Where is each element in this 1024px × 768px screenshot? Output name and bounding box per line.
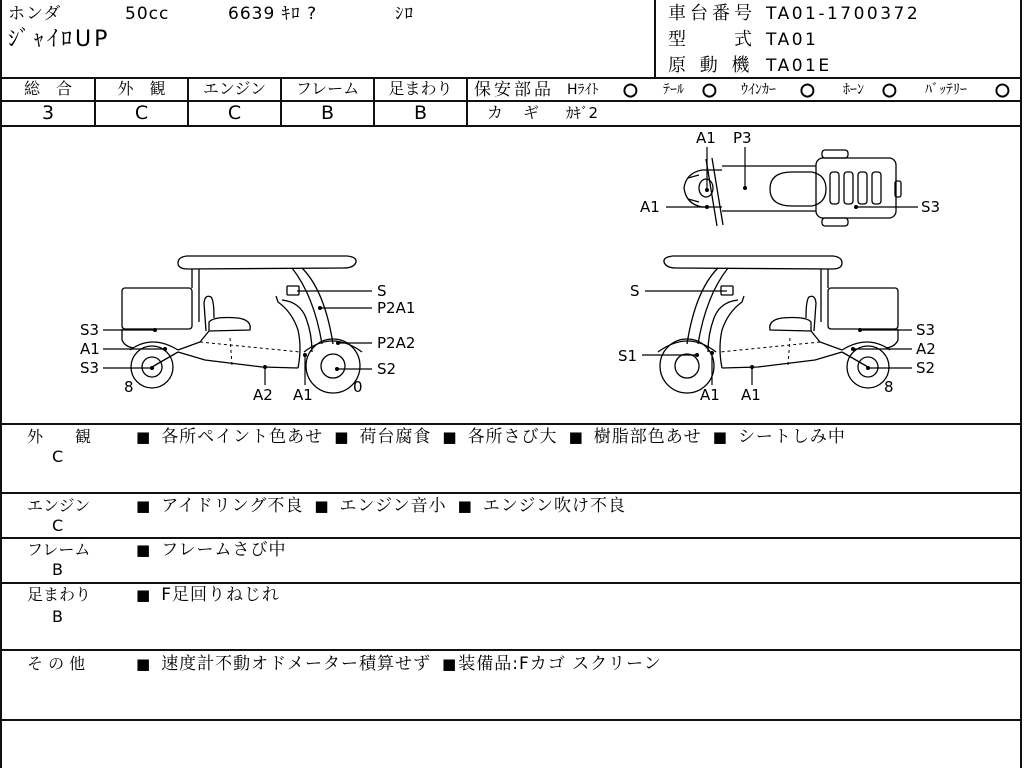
- bullet-icon: ■: [568, 428, 583, 446]
- comment-grade-engine: C: [52, 516, 64, 535]
- comment-rule: [0, 719, 1022, 721]
- displacement: 50cc: [125, 4, 170, 24]
- damage-point: [743, 186, 747, 190]
- damage-point: [336, 341, 340, 345]
- comment-item: エンジン音小: [339, 496, 447, 516]
- bullet-icon: ■: [442, 428, 457, 446]
- safety-mark-battery: ○: [995, 80, 1010, 100]
- comment-label-frame: フレーム: [27, 540, 91, 559]
- comment-grade-frame: B: [52, 560, 63, 579]
- rear-wheel-top-right: [822, 218, 848, 226]
- grade-value-engine: C: [227, 102, 242, 124]
- bullet-icon: ■: [136, 586, 151, 604]
- comment-label-exterior: 外 観: [27, 427, 92, 446]
- comment-grade-suspension: B: [52, 607, 63, 626]
- damage-diagram: [0, 127, 1020, 423]
- right-side-view-vehicle: [658, 256, 898, 393]
- damage-point: [163, 347, 167, 351]
- damage-code-label: A2: [916, 340, 936, 358]
- grade-label-frame: フレーム: [295, 79, 360, 98]
- comment-item: F足回りねじれ: [161, 585, 280, 605]
- damage-code-label: S2: [916, 359, 936, 377]
- damage-point: [750, 365, 754, 369]
- comment-rule: [0, 582, 1022, 584]
- damage-point: [866, 366, 870, 370]
- bullet-icon: ■: [712, 428, 727, 446]
- damage-point: [705, 205, 709, 209]
- seat-top: [770, 172, 826, 206]
- box-slat: [844, 172, 853, 204]
- front-wheel: [306, 339, 360, 393]
- keys-value: ｶｷﾞ2: [566, 104, 599, 122]
- tire-remaining-label: 8: [884, 378, 894, 396]
- damage-code-label: S3: [80, 321, 100, 339]
- front-wheel-hub: [321, 354, 345, 378]
- grade-value-frame: B: [320, 102, 335, 124]
- damage-code-label: A1: [741, 386, 761, 404]
- seat-cushion: [209, 318, 250, 332]
- safety-item-headlight: Hﾗｲﾄ: [567, 82, 599, 98]
- safety-mark-headlight: ○: [623, 80, 638, 100]
- floor-outline: [722, 166, 816, 211]
- damage-point: [335, 367, 339, 371]
- damage-point: [851, 347, 855, 351]
- box-slat: [858, 172, 867, 204]
- floor-underside: [178, 352, 298, 368]
- keys-label: カ ギ: [487, 103, 542, 122]
- bullet-icon: ■: [334, 428, 349, 446]
- handlebar: [706, 158, 723, 226]
- comment-item: シートしみ中: [737, 427, 846, 447]
- damage-code-label: A1: [293, 386, 313, 404]
- bullet-icon: ■: [136, 497, 151, 515]
- damage-point: [318, 306, 322, 310]
- damage-code-label: A2: [253, 386, 273, 404]
- damage-point: [705, 188, 709, 192]
- grade-label-overall: 総 合: [23, 79, 72, 98]
- bullet-icon: ■: [136, 655, 151, 673]
- rear-wheel-top-left: [822, 150, 848, 158]
- comment-label-other: そ の 他: [27, 654, 86, 673]
- model-code-label: 型 式: [668, 29, 756, 50]
- box-slat: [872, 172, 881, 204]
- grade-label-suspension: 足まわり: [388, 79, 453, 98]
- safety-mark-winker: ○: [800, 80, 815, 100]
- rear-swing-arm: [152, 352, 178, 367]
- body-color: ｼﾛ: [395, 4, 414, 24]
- left-view-markers: [80, 282, 415, 404]
- comment-label-suspension: 足まわり: [27, 585, 92, 604]
- damage-point: [858, 328, 862, 332]
- comment-item: 装備品:Fカゴ スクリーン: [458, 654, 662, 674]
- rear-pillar: [192, 269, 199, 322]
- comment-rule: [0, 537, 1022, 539]
- comment-label-engine: エンジン: [27, 496, 91, 515]
- bullet-icon: ■: [314, 497, 329, 515]
- left-side-view-vehicle: [122, 256, 362, 393]
- frame-right-border: [1020, 0, 1022, 768]
- damage-code-label: A1: [696, 129, 716, 147]
- comment-rule: [0, 649, 1022, 651]
- damage-code-label: A1: [640, 198, 660, 216]
- comment-item: 各所ペイント色あせ: [161, 427, 324, 447]
- damage-point: [303, 353, 307, 357]
- tire-remaining-label: 8: [124, 378, 134, 396]
- bullet-icon: ■: [136, 428, 151, 446]
- comment-items-suspension: [136, 585, 291, 605]
- damage-point: [263, 365, 267, 369]
- header-divider: [654, 0, 656, 79]
- safety-mark-taillight: ○: [702, 80, 717, 100]
- comment-item: 速度計不動オドメーター積算せず: [161, 654, 432, 674]
- damage-point: [854, 205, 858, 209]
- grade-label-engine: エンジン: [202, 79, 267, 98]
- comment-item: フレームさび中: [161, 540, 287, 560]
- grade-cell-divider: [466, 78, 468, 126]
- grade-value-exterior: C: [134, 102, 149, 124]
- bullet-icon: ■: [457, 497, 472, 515]
- damage-code-label: S1: [618, 347, 638, 365]
- diagram-bottom-rule: [0, 423, 1022, 425]
- right-view-markers: [618, 282, 936, 404]
- comment-item: エンジン吹け不良: [482, 496, 627, 516]
- grade-value-suspension: B: [413, 102, 428, 124]
- damage-point: [710, 351, 714, 355]
- grade-value-overall: 3: [41, 102, 55, 124]
- engine-code-label: 原 動 機: [668, 55, 754, 76]
- comment-item: 荷台腐食: [359, 427, 432, 447]
- safety-item-battery: ﾊﾞｯﾃﾘｰ: [925, 82, 967, 98]
- top-view-vehicle: [684, 150, 901, 226]
- damage-point: [153, 328, 157, 332]
- damage-code-label: A1: [700, 386, 720, 404]
- damage-code-label: A1: [80, 340, 100, 358]
- safety-item-taillight: ﾃｰﾙ: [663, 82, 684, 98]
- comment-items-exterior: [136, 427, 857, 447]
- front-cowl-outline: [684, 170, 722, 207]
- bullet-icon: ■: [136, 541, 151, 559]
- mirror: [688, 175, 699, 202]
- damage-code-label: P2A2: [377, 334, 416, 352]
- safety-parts-label: 保安部品: [474, 80, 554, 100]
- comment-item: 樹脂部色あせ: [593, 427, 702, 447]
- grade-label-exterior: 外 観: [117, 79, 166, 98]
- comment-rule: [0, 492, 1022, 494]
- chassis-number-label: 車台番号: [668, 3, 756, 24]
- model-name: ｼﾞｬｲﾛUP: [8, 27, 111, 52]
- comment-item: アイドリング不良: [161, 496, 304, 516]
- mileage: 6639 ｷﾛ ?: [228, 4, 318, 24]
- damage-code-label: P3: [733, 129, 752, 147]
- damage-code-label: P2A1: [377, 299, 416, 317]
- damage-code-label: S2: [377, 360, 397, 378]
- safety-item-winker: ｳｲﾝｶｰ: [741, 82, 776, 98]
- damage-code-label: S3: [921, 198, 941, 216]
- damage-code-label: S3: [916, 321, 936, 339]
- cargo-box: [122, 288, 192, 329]
- bullet-icon: ■: [442, 655, 457, 673]
- model-code-value: TA01: [766, 30, 819, 50]
- maker: ホンダ: [8, 4, 62, 24]
- chassis-number-value: TA01-1700372: [766, 4, 921, 24]
- damage-code-label: S: [630, 282, 640, 300]
- tire-remaining-label: 0: [353, 378, 363, 396]
- damage-point: [695, 353, 699, 357]
- damage-code-label: S: [377, 282, 387, 300]
- canopy-roof: [178, 256, 356, 269]
- comment-items-other: [136, 654, 673, 674]
- comment-item: 各所さび大: [467, 427, 558, 447]
- safety-mark-horn: ○: [882, 80, 897, 100]
- damage-point: [150, 366, 154, 370]
- damage-code-label: S3: [80, 359, 100, 377]
- safety-item-horn: ﾎｰﾝ: [843, 82, 864, 98]
- box-slat: [830, 172, 839, 204]
- comment-items-frame: [136, 540, 298, 560]
- engine-code-value: TA01E: [766, 56, 832, 76]
- comment-items-engine: [136, 496, 637, 516]
- comment-grade-exterior: C: [52, 447, 64, 466]
- leg-shield: [276, 296, 300, 368]
